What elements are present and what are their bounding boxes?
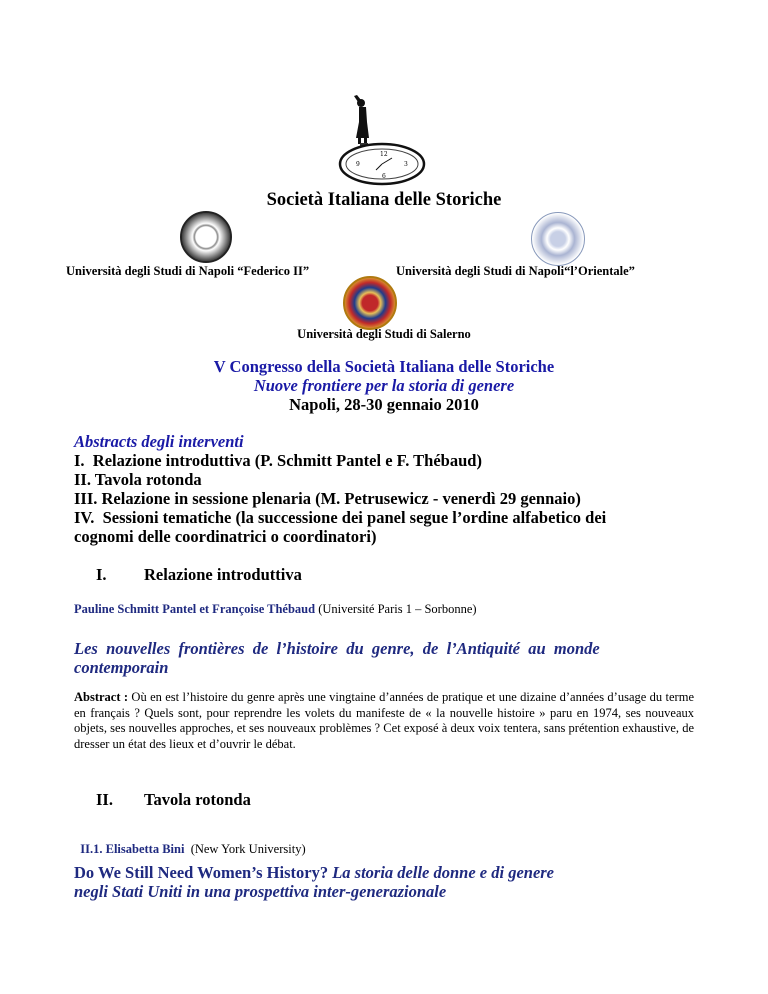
section-2-title: Tavola rotonda [144,790,251,809]
section-2-id-author: II.1. Elisabetta Bini [80,842,185,856]
congress-title: V Congresso della Società Italiana delle Storiche [213,357,555,376]
uni-salerno: Università degli Studi di Salerno [297,327,471,341]
section-1-byline [74,602,477,617]
section-2-byline [74,827,306,857]
congress-place-date: Napoli, 28-30 gennaio 2010 [289,395,479,414]
abstracts-heading: Abstracts degli interventi [74,432,244,451]
toc-item-1: I. Relazione introduttiva (P. Schmitt Pantel e F. Thébaud) [74,451,482,470]
section-1-title: Relazione introduttiva [144,565,302,584]
paper-title-plain: Do We Still Need Women’s History? [74,863,333,882]
toc-item-5: cognomi delle coordinatrici o coordinatori) [74,527,377,546]
section-2-paper-title [74,863,694,901]
section-1-paper-title-line-1: Les nouvelles frontières de l’histoire du genre, de l’Antiquité au monde [74,639,600,658]
toc-item-2: II. Tavola rotonda [74,470,202,489]
section-1-paper-title-line-2: contemporain [74,658,169,677]
congress-subtitle: Nuove frontiere per la storia di genere [253,376,515,395]
section-1-number: I. [96,565,107,584]
svg-text:12: 12 [380,151,388,158]
svg-text:3: 3 [404,161,408,168]
section-2-number: II. [96,790,113,809]
abstract-label: Abstract : [74,690,129,704]
paper-title-italic-1: La storia delle donne e di genere [332,863,555,882]
uni-federico-ii: Università degli Studi di Napoli “Federico II” [66,264,310,278]
svg-text:9: 9 [356,161,360,168]
section-2-affiliation: (New York University) [184,842,306,856]
uni-orientale: Università degli Studi di Napoli“l’Orientale” [396,264,635,278]
society-logo [336,94,428,186]
salerno-seal [343,276,397,330]
section-1-affiliation: (Université Paris 1 – Sorbonne) [315,602,477,616]
section-1-authors: Pauline Schmitt Pantel et Françoise Thébaud [74,602,316,616]
section-1-abstract [74,690,694,752]
toc-item-4: IV. Sessioni tematiche (la successione dei panel segue l’ordine alfabetico dei [74,508,607,527]
svg-text:6: 6 [382,173,386,180]
abstract-text: Où en est l’histoire du genre après une vingtaine d’années de pratique et une dizaine d’années d’usage du terme en français ? Quels sont, pour reprendre les volets du manifeste de « la nouvelle histoire » paru en 1974, ses nouveaux objets, ses nouvelles approches, et ses nouveaux problèmes ? Cet exposé à deux voix tentera, sans prétention exhaustive, de dresser un état des lieux et d’ouvrir le débat. [74,690,694,751]
federico-ii-seal [180,211,232,263]
society-name: Società Italiana delle Storiche [266,190,502,210]
toc-item-3: III. Relazione in sessione plenaria (M. Petrusewicz - venerdì 29 gennaio) [74,489,581,508]
orientale-seal [531,212,585,266]
paper-title-italic-2: negli Stati Uniti in una prospettiva inter-generazionale [74,882,447,901]
